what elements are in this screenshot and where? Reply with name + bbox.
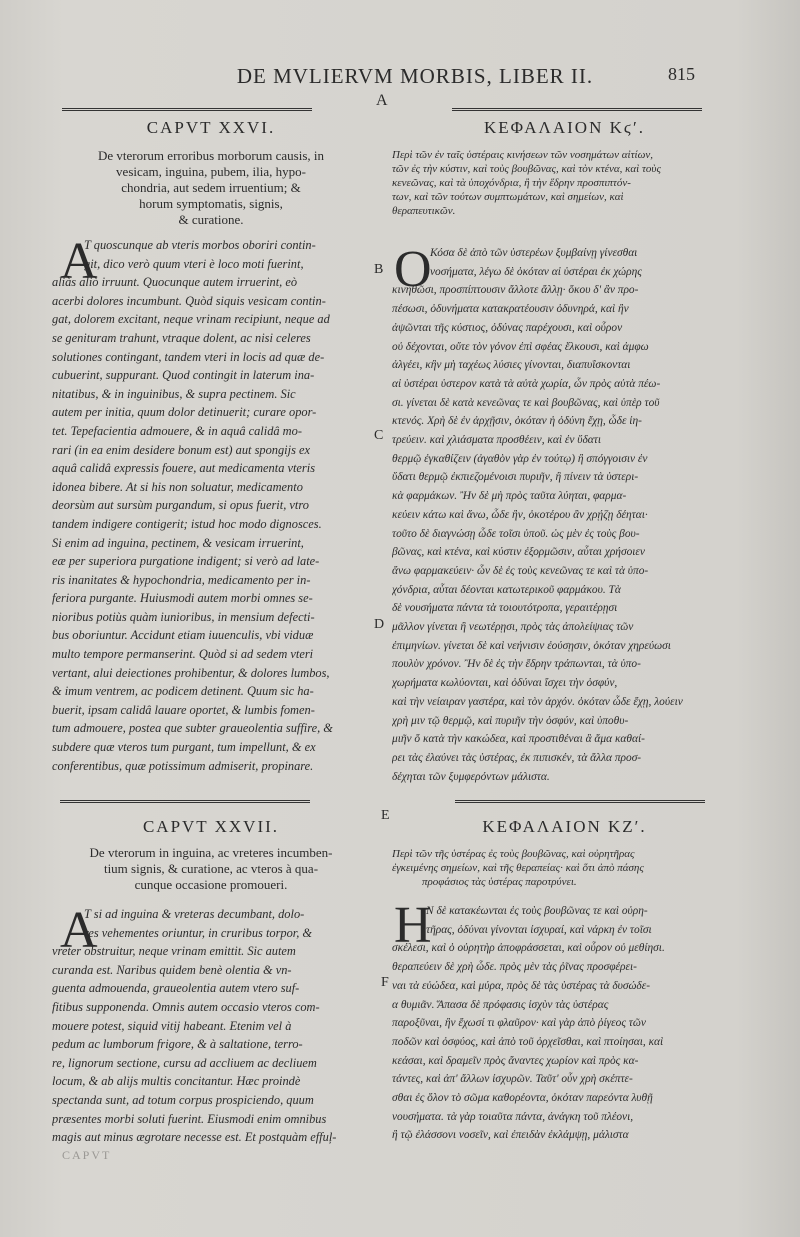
text-line: καὶ τὴν νείαιραν γαστέρα, καὶ τὸν ἀρχόν. ὁκόταν ὧδε ἔχῃ, λούειν xyxy=(392,695,683,708)
chapter-27-greek-dropcap: H xyxy=(394,897,432,954)
text-line: nitatibus, & in inguinibus, & supra pectinem. Sic xyxy=(52,386,296,401)
page-number: 815 xyxy=(668,64,695,84)
chapter-26-latin-heading: CAPVT XXVI. xyxy=(146,118,276,137)
summary-line: cunque occasione promoueri. xyxy=(134,877,288,892)
text-line: idonea bibere. At si his non soluatur, medicamento xyxy=(52,479,303,494)
text-line: gat, dolorem excitant, neque vrinam recipiunt, neque ad xyxy=(52,312,330,327)
text-line: παροξῦναι, ἢν ἔχωσί τι φλαῦρον· καὶ γὰρ ἀπὸ ῥίγεος τῶν xyxy=(392,1017,646,1030)
summary-line: ἐγκειμένης σημείων, καὶ τῆς θεραπείας· καὶ ὅτι ἀπὸ πάσης xyxy=(392,862,644,874)
text-line: θερμῷ ἐγκαθίζειν (ἀγαθὸν γὰρ ἐν τούτῳ) ἢ σπόγγοισιν ἐν xyxy=(392,452,648,465)
text-line: T quoscunque ab vteris morbos oboriri contin- xyxy=(84,238,316,252)
text-line: ὕδατι θερμῷ ἐκπιεζομένοισι πυριῆν, ἢ πίνειν τὰ ὑστερι- xyxy=(392,471,639,484)
text-line: πέσωσι, ὀδυνήματα κατακρατέουσιν ὀδυνηρά, καὶ ἢν xyxy=(392,303,629,316)
summary-line: tium signis, & curatione, ac vteros à qua- xyxy=(103,861,319,876)
text-line: τοῦτο δὲ διαγνώσῃ ὧδε τοῖσι ὑποῦ. ὡς μὲν ἐς τοὺς βου- xyxy=(392,527,640,540)
text-line: se genituram trahunt, vtraque dolent, ac nisi celeres xyxy=(52,330,311,345)
text-line: tum admouere, postea que subter graueolentia suffire, & xyxy=(52,721,333,736)
chapter-27-latin-heading: CAPVT XXVII. xyxy=(142,817,280,836)
text-line: locum, & ab alijs multis concitantur. Hæc proindè xyxy=(52,1074,301,1089)
text-line: præsentes morbi soluti fuerint. Eiusmodi enim omnibus xyxy=(52,1111,327,1126)
text-line: Si enim ad inguina, pectinem, & vesicam irruerint, xyxy=(52,535,304,550)
text-line: vertant, alui deiectiones prohibentur, & dolores lumbos, xyxy=(52,665,330,680)
summary-line: θεραπευτικῶν. xyxy=(392,205,456,217)
text-line: δέχηται τῶν ξυμφερόντων μάλιστα. xyxy=(392,770,550,783)
text-line: χωρήματα κωλύονται, καὶ ὀδύναι ἴσχει τὴν ὀσφύν, xyxy=(392,677,618,690)
text-line: nioribus potiùs quàm iunioribus, in mensium defecti- xyxy=(52,609,315,624)
text-line: κτενός. Χρὴ δὲ ἐν ἀρχῇσιν, ὁκόταν ἡ ὀδύνη ἔχῃ, ὧδε ἰη- xyxy=(392,415,642,428)
text-line: magis aut minus ægrotare necesse est. Et postquàm effuļ- xyxy=(52,1130,337,1145)
text-line: cubuerint, suppurant. Quod contingit in laterum ina- xyxy=(52,368,315,383)
text-line: Ν δὲ κατακέωνται ἐς τοὺς βουβῶνας τε καὶ οὐρη- xyxy=(426,905,648,917)
chapter-26-greek-body xyxy=(392,241,737,786)
text-line: tet. Tepefacientia admouere, & in aquâ calidâ mo- xyxy=(52,423,302,438)
chapter-27-greek-summary xyxy=(392,847,737,889)
summary-line: προφάσιος τὰς ὑστέρας παροτρύνει. xyxy=(422,876,577,888)
text-line: aliàs aliò irruunt. Quocunque autem irruerint, eò xyxy=(52,275,298,290)
chapter-26-latin-summary xyxy=(52,148,370,228)
text-line: τάντες, καὶ ἀπ' ἄλλων ἰσχυρῶν. Ταῦτ' οὖν χρὴ σκέπτε- xyxy=(392,1073,633,1086)
chapter-27-greek xyxy=(392,817,737,889)
text-line: ναι τὰ εὐώδεα, καὶ μύρα, πρὸς δὲ τὰς ὑστέρας τὰ δυσώδε- xyxy=(392,979,651,992)
summary-line: De vterorum in inguina, ac vreteres incumben- xyxy=(89,845,333,860)
text-line: re, lignorum sectione, cursu ad accliuem ac decliuem xyxy=(52,1055,317,1070)
text-line: μιῆν ὅ κατὰ τὴν κακώδεα, καὶ προστιθέναι ἃ ἅμα καθαί- xyxy=(392,733,645,746)
text-line: subdere quæ vteros tum purgant, tum impellunt, & ex xyxy=(52,740,316,755)
text-line: αἱ ὑστέραι ὑστερον κατὰ τὰ αὐτὰ χωρία, ὧν πρὸς αὐτὰ πέω- xyxy=(392,377,661,390)
summary-line: vesicam, inguina, pubem, ilia, hypo- xyxy=(116,164,306,179)
text-line: βῶνας, καὶ κτένα, καὶ κύστιν ἐξορμῶσιν, αὗται χρήσοιεν xyxy=(392,546,645,559)
text-line: T si ad inguina & vreteras decumbant, dolo- xyxy=(84,907,305,921)
text-line: acerbi dolores incumbunt. Quòd siquis vesicam contin- xyxy=(52,293,326,308)
running-title: DE MVLIERVM MORBIS, LIBER II. xyxy=(236,64,594,88)
margin-letter-e: E xyxy=(381,808,390,823)
chapter-divider-right xyxy=(455,800,705,803)
text-line: vreter obstruitur, neque vrinam emittit. Sic autem xyxy=(52,944,296,959)
text-line: curanda est. Naribus quidem benè olentia & vn- xyxy=(52,962,292,977)
text-line: ἐπιμηνίων. γίνεται δὲ καὶ νεήνισιν ἐούσῃσιν, ὁκόταν χηρεύωσι xyxy=(392,639,671,652)
text-line: ποδῶν καὶ ὀσφύος, καὶ ἀπὸ τοῦ ὀρχεῖσθαι, καὶ πτοίησαι, καὶ xyxy=(392,1035,664,1048)
header-rule-left xyxy=(62,108,312,111)
text-line: ἢ τῷ ἐλάσσονι νοσεῖν, καὶ ἐπειδὰν ἐκλάμψῃ, μάλιστα xyxy=(392,1129,629,1142)
text-line: autem per initia, quum dolor detinuerit; curare opor- xyxy=(52,405,317,420)
text-line: buerit, ipsam calidâ lauare oportet, & lumbis fomen- xyxy=(52,702,315,717)
text-line: spectanda sunt, ad totum corpus prospiciendo, quum xyxy=(52,1092,314,1107)
text-line: σκέλεσι, καὶ ὁ οὐρητὴρ ἀποφράσσεται, καὶ οὖρον οὐ μεθίησι. xyxy=(392,942,665,955)
summary-line: τῶν ἐς τὴν κύστιν, καὶ τοὺς βουβῶνας, καὶ τὸν κτένα, καὶ τοὺς xyxy=(392,163,661,175)
text-line: κεύειν κάτω καὶ ἄνω, ὧδε ἢν, ὁκοτέρου ἂν χρῄζῃ δέηται· xyxy=(392,508,648,521)
chapter-27-latin-body xyxy=(52,902,370,1147)
text-line: χόνδρια, αὗται δέονται κατωτερικοῦ φαρμάκου. Τὰ xyxy=(392,583,621,596)
text-line: feriora purgante. Huiusmodi autem morbi omnes se- xyxy=(52,591,313,606)
text-line: σι. γίνεται δὲ κατὰ κενεῶνας τε καὶ βουβῶνας, καὶ ὑπὲρ τοῦ xyxy=(392,396,660,409)
text-line: deorsùm aut sursùm purgandum, si opus fuerit, vtro xyxy=(52,498,309,513)
text-line: πουλὺν χρόνον. Ἢν δὲ ἐς τὴν ἕδρην τράπωνται, τὰ ὑπο- xyxy=(392,658,641,671)
text-line: οὐ δέχονται, οὔτε τὸν γόνον ἐπὶ σφέας ἕλκουσι, καὶ ἀμφω xyxy=(392,340,649,353)
text-line: χρὴ μιν τῷ θερμῷ, καὶ πυριῆν τὴν ὀσφύν, καὶ ὑποθυ- xyxy=(392,714,629,727)
chapter-27-greek-body xyxy=(392,897,737,1145)
chapter-26-greek-heading: ΚΕΦΑΛΑΙΟΝ Κϛʹ. xyxy=(483,118,645,137)
summary-line: & curatione. xyxy=(178,212,244,227)
text-line: νουσήματα. τὰ γὰρ τοιαῦτα πάντα, ἀνάγκη τοῦ πλέονι, xyxy=(392,1110,634,1123)
chapter-26-latin-dropcap: A xyxy=(60,233,98,290)
text-line: eæ per superiora purgatione indigent; si verò ad late- xyxy=(52,554,320,569)
text-line: aquâ calidâ expressis fouere, aut medicamenta vteris xyxy=(52,461,316,476)
text-line: multo tempore permanserint. Quòd si ad sedem vteri xyxy=(52,647,314,662)
header-rule-right xyxy=(452,108,702,111)
chapter-27-latin xyxy=(52,817,370,893)
margin-letter-d: D xyxy=(374,617,385,632)
text-line: ἀψῶνται τῆς κύστιος, ὀδύνας παρέχουσι, καὶ οὖρον xyxy=(392,321,623,334)
text-line: ρει τὰς ἐλαύνει τὰς ὑστέρας, ἐκ πιπισκέν, τὰ ἄλλα προσ- xyxy=(392,751,642,764)
summary-line: horum symptomatis, signis, xyxy=(139,196,283,211)
faint-catchword: CAPVT xyxy=(62,1148,112,1162)
text-line: δὲ νουσήματα πάντα τὰ τοιουτότροπα, γεραιτέρῃσι xyxy=(392,602,618,615)
text-line: git, dico verò quum vteri è loco moti fuerint, xyxy=(84,256,304,271)
text-line: ἄνω φαρμακεύειν· ὧν δὲ ἐς τοὺς κενεῶνας τε καὶ τὰ ὑπο- xyxy=(392,564,649,577)
text-line: κινηθῶσι, προσπίπτουσιν ἄλλοτε ἄλλῃ· ὅκου δ' ἂν προ- xyxy=(392,284,639,297)
text-line: conferentibus, quæ potissimum admiserit, propinare. xyxy=(52,758,314,773)
chapter-27-latin-summary xyxy=(52,845,370,893)
text-line: mouere potest, siquid vitij habeant. Etenim vel à xyxy=(52,1018,292,1033)
text-line: bus oboriuntur. Accidunt etiam iuuenculis, vbi viduæ xyxy=(52,628,314,643)
text-line: pedum ac lumborum frigore, & à saltatione, terro- xyxy=(52,1037,303,1052)
margin-letter-c: C xyxy=(374,428,384,443)
text-line: ris inanitates & hypochondria, medicamento per in- xyxy=(52,572,311,587)
text-line: res vehementes oriuntur, in cruribus torpor, & xyxy=(84,925,313,940)
chapter-divider-left xyxy=(60,800,310,803)
text-line: νοσήματα, λέγω δὲ ὁκόταν αἱ ὑστέραι ἐκ χώρης xyxy=(430,265,642,278)
text-line: tandem indigere contigerit; istud hoc modo dignosces. xyxy=(52,516,322,531)
text-line: α θυμιᾶν. Ἅπασα δὲ πρόφασις ἰσχὺν τὰς ὑστέρας xyxy=(392,998,609,1011)
text-line: μᾶλλον γίνεται ἢ νεωτέρῃσι, πρὸς τὰς ἀπολείψιας τῶν xyxy=(392,621,634,634)
margin-letter-f: F xyxy=(381,975,389,990)
signature-mark: A xyxy=(376,92,388,109)
text-line: & imum ventrem, ac podicem detinent. Quum sic ha- xyxy=(52,684,314,699)
text-line: τρεύειν. καὶ χλιάσματα προσθέειν, καὶ ἐν ὕδατι xyxy=(392,434,601,447)
text-line: solutiones contingant, tandem vteri in locis ad quæ de- xyxy=(52,349,325,364)
chapter-27-greek-heading: ΚΕΦΑΛΑΙΟΝ ΚΖʹ. xyxy=(482,817,647,836)
text-line: ἀλγέει, κἢν μὴ ταχέως λύσιες γίνονται, διαπυΐσκονται xyxy=(392,359,631,372)
summary-line: Περὶ τῶν τῆς ὑστέρας ἐς τοὺς βουβῶνας, καὶ οὐρητῆρας xyxy=(392,848,635,860)
summary-line: κενεῶνας, καὶ τὰ ὑποχόνδρια, ἢ τὴν ἕδρην προσπιπτόν- xyxy=(392,177,631,189)
summary-line: των, καὶ τῶν τούτων συμπτωμάτων, καὶ σημείων, καὶ xyxy=(392,191,624,203)
text-line: κὰ φαρμάκων. Ἢν δὲ μὴ πρὸς ταῦτα λύηται, φαρμα- xyxy=(392,490,627,503)
text-line: κεάσαι, καὶ δραμεῖν πρὸς ἄναντες χωρίον καὶ πρὸς κα- xyxy=(392,1054,639,1067)
text-line: σθαι ἐς ὅλον τὸ σῶμα καθορέοντα, ὁκόταν παρεόντα λυθῇ xyxy=(392,1092,653,1105)
text-line: θεραπεύειν δὲ χρὴ ὧδε. πρὸς μὲν τὰς ῥῖνας προσφέρει- xyxy=(392,961,637,974)
chapter-26-greek xyxy=(392,118,737,218)
chapter-26-latin xyxy=(52,118,370,228)
summary-line: Περὶ τῶν ἐν ταῖς ὑστέραις κινήσεων τῶν νοσημάτων αἰτίων, xyxy=(392,149,654,161)
chapter-26-greek-dropcap: O xyxy=(394,241,432,298)
chapter-26-latin-body xyxy=(52,233,370,775)
margin-letter-b: B xyxy=(374,262,384,277)
chapter-27-latin-dropcap: A xyxy=(60,902,98,959)
summary-line: De vterorum erroribus morborum causis, in xyxy=(97,148,324,163)
text-line: Κόσα δὲ ἀπὸ τῶν ὑστερέων ξυμβαίνῃ γίνεσθαι xyxy=(430,247,638,259)
text-line: fitibus supponenda. Omnis autem occasio vteros com- xyxy=(52,999,320,1014)
chapter-26-greek-summary xyxy=(392,148,737,218)
text-line: τῆρας, ὀδύναι γίνονται ἰσχυραί, καὶ νάρκη ἐν τοῖσι xyxy=(426,923,652,936)
summary-line: chondria, aut sedem irruentium; & xyxy=(121,180,301,195)
text-line: rari (in ea enim desidere bonum est) aut spongijs ex xyxy=(52,442,310,457)
text-line: guenta admouenda, graueolentia autem vtero suf- xyxy=(52,981,300,996)
